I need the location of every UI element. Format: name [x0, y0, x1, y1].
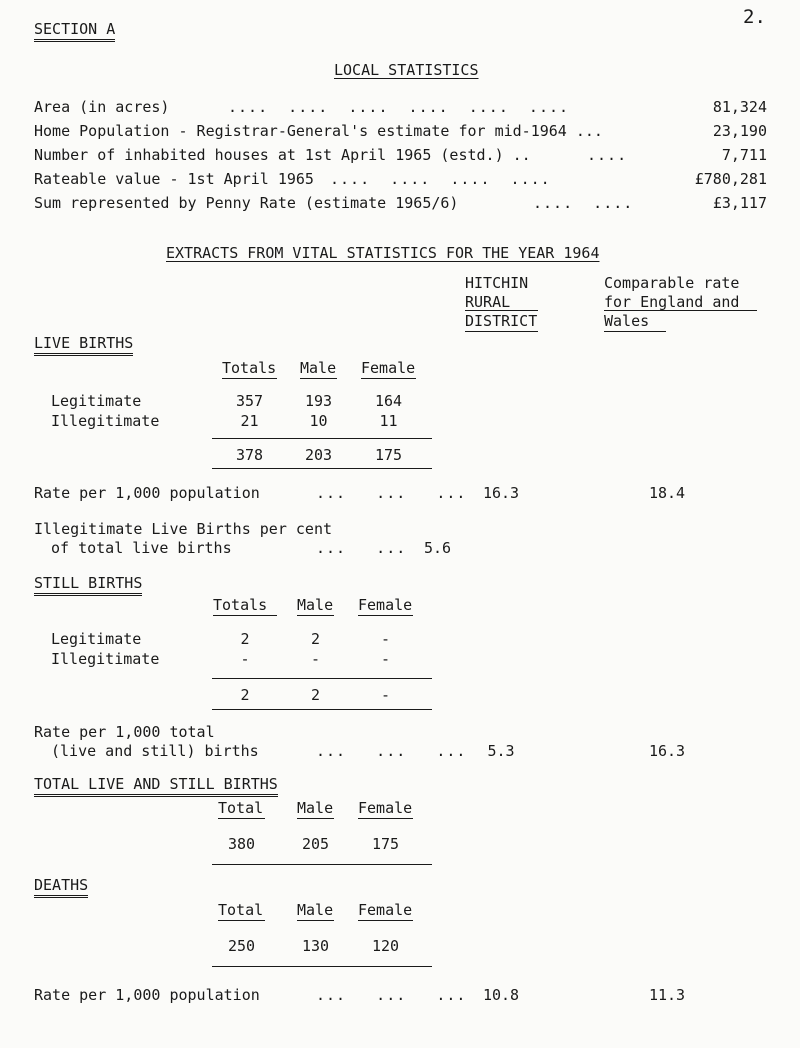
local-stat-label: Area (in acres): [34, 98, 170, 116]
comparable-header-line: Comparable rate: [604, 274, 740, 292]
hitchin-header-line: DISTRICT: [465, 312, 538, 330]
table-total-cell: -: [380, 686, 391, 704]
still-birth-rate-national: 16.3: [648, 742, 686, 760]
local-stat-value: 23,190: [712, 122, 767, 140]
extracts-title: EXTRACTS FROM VITAL STATISTICS FOR THE YEAR 1964: [166, 244, 600, 262]
live-birth-rate-national: 18.4: [648, 484, 686, 502]
table-cell: 175: [371, 835, 400, 853]
live-births-header-rule: [361, 378, 416, 379]
table-cell: 380: [227, 835, 256, 853]
table-cell: -: [380, 630, 391, 648]
table-cell: 193: [304, 392, 333, 410]
live-births-total-rule: [212, 438, 432, 439]
still-births-heading: STILL BIRTHS: [34, 576, 142, 591]
table-cell: 164: [374, 392, 403, 410]
comparable-header-rule: [604, 310, 757, 311]
comparable-header-rule: [604, 331, 666, 332]
live-births-header-totals: Totals: [222, 359, 277, 377]
hitchin-header-rule: [465, 331, 538, 332]
live-births-header-rule: [222, 378, 277, 379]
death-rate-local: 10.8: [482, 986, 520, 1004]
still-birth-rate-label: Rate per 1,000 total: [34, 723, 215, 741]
live-births-total-rule: [212, 468, 432, 469]
local-stat-label: Sum represented by Penny Rate (estimate 1965/6): [34, 194, 459, 212]
still-birth-rate-leader: ... ... ...: [316, 742, 467, 760]
local-stat-leader: .... .... .... ....: [330, 170, 551, 188]
table-cell: 10: [309, 412, 328, 430]
death-rate-leader: ... ... ...: [316, 986, 467, 1004]
total-births-header-rule: [218, 818, 265, 819]
live-births-header-rule: [300, 378, 337, 379]
live-births-header-male: Male: [300, 359, 337, 377]
deaths-heading: DEATHS: [34, 878, 88, 893]
table-cell: -: [240, 650, 250, 668]
deaths-header-rule: [218, 920, 265, 921]
total-births-rule: [212, 864, 432, 865]
local-stat-label: Home Population - Registrar-General's estimate for mid-1964 ...: [34, 122, 603, 140]
illegitimate-percent-value: 5.6: [424, 539, 452, 557]
table-row-label: Legitimate: [51, 392, 142, 410]
live-birth-rate-label: Rate per 1,000 population: [34, 484, 260, 502]
comparable-header-line: Wales: [604, 312, 650, 330]
table-row-label: Illegitimate: [51, 412, 160, 430]
illegitimate-percent-leader: ... ...: [316, 539, 407, 557]
page-number: 2.: [743, 6, 766, 28]
deaths-header-female: Female: [358, 901, 413, 919]
still-births-header-totals: Totals: [213, 596, 268, 614]
still-births-total-rule: [212, 709, 432, 710]
table-cell: 120: [371, 937, 400, 955]
table-cell: 21: [240, 412, 259, 430]
total-births-header-rule: [358, 818, 413, 819]
still-births-header-female: Female: [358, 596, 413, 614]
table-cell: 2: [240, 630, 250, 648]
total-births-header-rule: [297, 818, 334, 819]
table-cell: 2: [310, 630, 321, 648]
still-births-header-male: Male: [297, 596, 334, 614]
still-births-header-rule: [358, 615, 413, 616]
total-births-header-total: Total: [218, 799, 264, 817]
page-title: LOCAL STATISTICS: [334, 61, 479, 79]
deaths-header-total: Total: [218, 901, 264, 919]
local-stat-leader: ....: [587, 146, 628, 164]
hitchin-header-line: HITCHIN: [465, 274, 529, 292]
local-stat-leader: .... .... .... .... .... ....: [228, 98, 570, 116]
table-total-cell: 2: [240, 686, 250, 704]
deaths-header-male: Male: [297, 901, 334, 919]
table-cell: 11: [379, 412, 398, 430]
table-total-cell: 2: [310, 686, 321, 704]
deaths-rule: [212, 966, 432, 967]
local-stat-leader: .... ....: [533, 194, 634, 212]
deaths-header-rule: [358, 920, 413, 921]
local-stat-label: Number of inhabited houses at 1st April 1965 (estd.) ..: [34, 146, 531, 164]
still-birth-rate-local: 5.3: [487, 742, 515, 760]
live-births-heading: LIVE BIRTHS: [34, 336, 133, 351]
hitchin-header-rule: [465, 310, 538, 311]
table-total-cell: 378: [235, 446, 264, 464]
local-stat-value: 7,711: [721, 146, 767, 164]
illegitimate-percent-label: Illegitimate Live Births per cent: [34, 520, 333, 538]
table-total-cell: 175: [374, 446, 403, 464]
table-row-label: Legitimate: [51, 630, 142, 648]
table-cell: -: [380, 650, 391, 668]
table-cell: -: [310, 650, 321, 668]
live-birth-rate-leader: ... ... ...: [316, 484, 467, 502]
comparable-header-line: for England and: [604, 293, 740, 311]
still-births-total-rule: [212, 678, 432, 679]
live-births-header-female: Female: [361, 359, 416, 377]
table-cell: 130: [301, 937, 330, 955]
death-rate-label: Rate per 1,000 population: [34, 986, 260, 1004]
total-births-heading: TOTAL LIVE AND STILL BIRTHS: [34, 777, 278, 792]
table-cell: 357: [235, 392, 264, 410]
table-row-label: Illegitimate: [51, 650, 160, 668]
deaths-header-rule: [297, 920, 334, 921]
table-cell: 205: [301, 835, 330, 853]
hitchin-header-line: RURAL: [465, 293, 511, 311]
local-stat-value: £780,281: [694, 170, 767, 188]
table-total-cell: 203: [304, 446, 333, 464]
section-label: SECTION A: [34, 22, 115, 37]
total-births-header-male: Male: [297, 799, 334, 817]
total-births-header-female: Female: [358, 799, 413, 817]
table-cell: 250: [227, 937, 256, 955]
local-stat-value: 81,324: [712, 98, 767, 116]
live-birth-rate-local: 16.3: [482, 484, 520, 502]
illegitimate-percent-label: of total live births: [51, 539, 232, 557]
local-stat-label: Rateable value - 1st April 1965: [34, 170, 314, 188]
still-births-header-rule: [213, 615, 277, 616]
death-rate-national: 11.3: [648, 986, 686, 1004]
still-births-header-rule: [297, 615, 334, 616]
local-stat-value: £3,117: [712, 194, 767, 212]
still-birth-rate-label: (live and still) births: [51, 742, 259, 760]
